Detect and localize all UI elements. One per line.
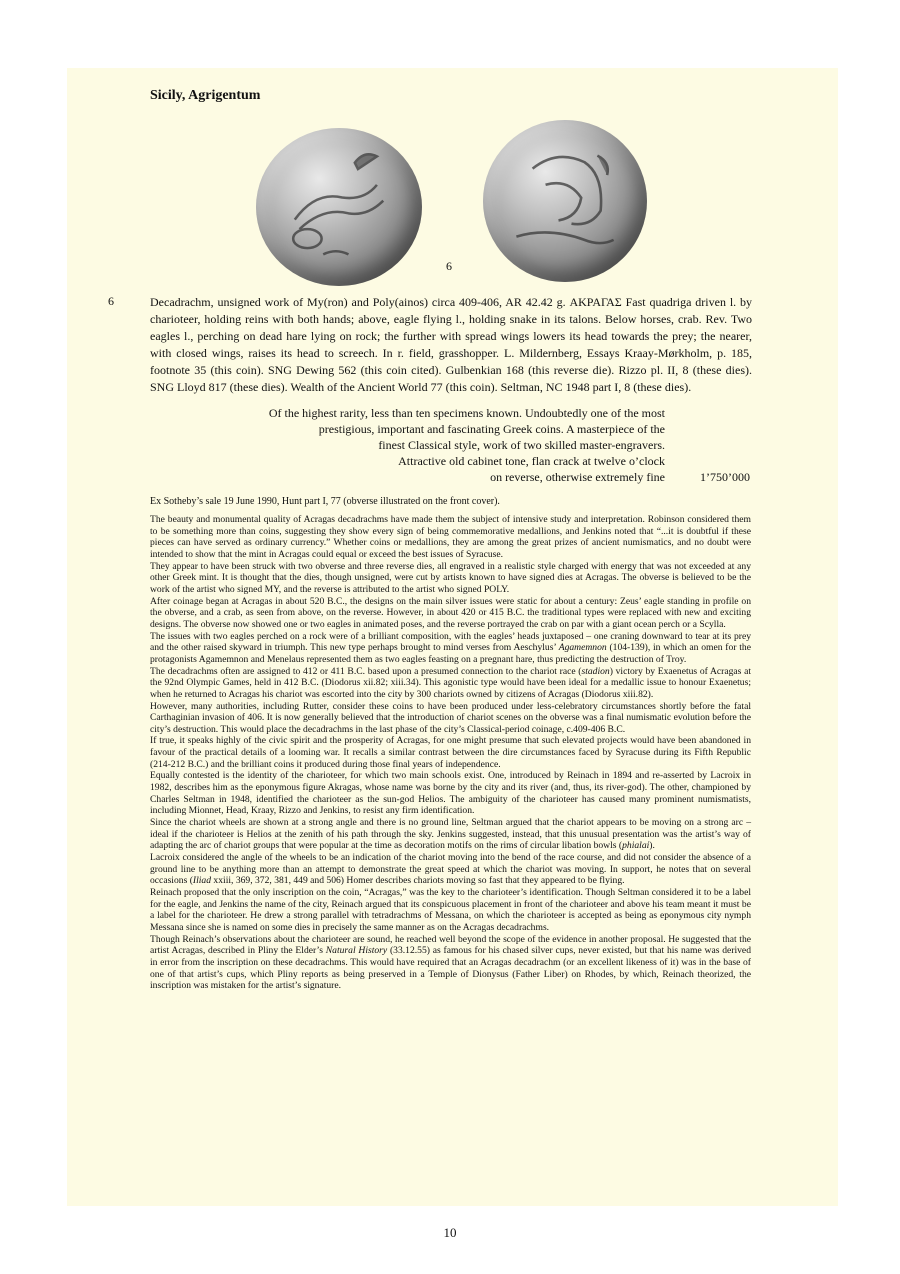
essay-paragraph bbox=[150, 514, 751, 561]
essay-paragraph bbox=[150, 596, 751, 631]
essay-paragraph bbox=[150, 561, 751, 596]
italic-title: Natural History bbox=[325, 945, 388, 957]
essay-run: Lacroix considered the angle of the wheels to be an indication of the chariot moving into the bend of the race course, and did not consider the absence of a ground line to be anything more than an attempt to demonstrate the great speed at which the chariot was moving. In support, he notes that on several occasions ( bbox=[150, 852, 751, 887]
lot-description bbox=[150, 294, 752, 396]
essay-run: After coinage began at Acragas in about 520 B.C., the designs on the main silver issues were static for about a century: Zeus’ eagle standing in profile on the obverse, and a crab, as seen from above, on the reverse. However, in about 420 or 415 B.C. the traditional types were replaced with new and exciting designs. The obverse now showed one or two eagles in animated poses, and the reverse portrayed the crab on par with a giant ocean perch or a Scylla. bbox=[150, 595, 751, 630]
remark-line: finest Classical style, work of two skilled master-engravers. bbox=[378, 438, 665, 452]
italic-title: phialai bbox=[622, 840, 650, 852]
essay-paragraph bbox=[150, 817, 751, 852]
italic-title: Agamemnon bbox=[558, 642, 607, 654]
eagles-icon bbox=[483, 120, 647, 282]
provenance-note: Ex Sotheby’s sale 19 June 1990, Hunt part I, 77 (obverse illustrated on the front cover). bbox=[150, 496, 500, 507]
quadriga-icon bbox=[256, 128, 422, 286]
essay-run: ) victory by Exaenetus of Acragas at the 92nd Olympic Games, held in 412 B.C. (Diodorus xii.82; xiii.34). This agonistic type would have been ideal for a medallic issue to honour Exaenetus; when he returned to Acragas his chariot was escorted into the city by 300 chariots owned by citizens of Acragas (Diodorus xiii.82). bbox=[150, 665, 752, 700]
section-heading: Sicily, Agrigentum bbox=[150, 88, 261, 103]
page-number: 10 bbox=[443, 1225, 457, 1240]
plate-number: 6 bbox=[446, 259, 452, 273]
essay-run: (33.12.55) as famous for his chased silver cups, never existed, but that his name was derived in error from the inscription on these decadrachms. This would have required that an Acragas decadrachm (or an excellent likeness of it) was in the base of one of that artist’s cups, which Pliny reports as being preserved in a Temple of Dionysus (Father Liber) on Rhodes, by which, Reinach theorized, the inscription was mistaken for the artist’s signature. bbox=[150, 945, 751, 992]
essay-run: Equally contested is the identity of the charioteer, for which two main schools exist. One, introduced by Reinach in 1894 and re-asserted by Lacroix in 1982, describes him as the eponymous figure Akragas, whose name was borne by the city and its river (and, thus, its river-god). The other, championed by Charles Seltman in 1948, identified the charioteer as the sun-god Helios. The ambiguity of the charioteer has caused many prominent numismatists, including Mionnet, Head, Kraay, Rizzo and Jenkins, to resist any firm identification. bbox=[150, 770, 751, 817]
essay-paragraph bbox=[150, 666, 751, 701]
essay-paragraph bbox=[150, 887, 751, 934]
essay-paragraph bbox=[150, 934, 751, 992]
lot-number: 6 bbox=[108, 294, 114, 308]
essay-text bbox=[150, 514, 751, 992]
essay-paragraph bbox=[150, 852, 751, 887]
italic-title: Iliad bbox=[192, 875, 212, 887]
essay-run: Though Reinach’s observations about the charioteer are sound, he reached well beyond the scope of the evidence in another proposal. He suggested that the artist Acragas, described in Pliny the Elder’s bbox=[150, 933, 751, 957]
essay-run: xxiii, 369, 372, 381, 449 and 506) Homer describes chariots moving so fast that they appeared to be flying. bbox=[211, 875, 625, 887]
remark-line: Attractive old cabinet tone, flan crack at twelve o’clock bbox=[398, 454, 665, 468]
essay-paragraph bbox=[150, 770, 751, 817]
essay-run: However, many authorities, including Rutter, consider these coins to have been produced under less-celebratory circumstances shortly before the fatal Carthaginian invasion of 406. It is now generally believed that the introduction of chariot scenes on the obverse was a final numismatic evolution before the city’s destruction. This would place the decadrachms in the last phase of the city’s Classical-period coinage, c.409-406 B.C. bbox=[150, 700, 751, 735]
essay-run: Reinach proposed that the only inscription on the coin, “Acragas,” was the key to the charioteer’s identification. Though Seltman considered it to be a label for the eagle, and Jenkins the name of the city, Reinach argued that its conspicuous placement in front of the charioteer and above his team meant it must be a label for the charioteer. He drew a strong parallel with tetradrachms of Messana, on which the charioteer is accepted as being as eponymous city nymph Messana since she is named on some dies in precisely the same manner as on the Acragas decadrachms. bbox=[150, 887, 751, 933]
essay-paragraph bbox=[150, 735, 751, 770]
essay-run: Since the chariot wheels are shown at a strong angle and there is no ground line, Seltman argued that the chariot appears to be moving on a strong arc – ideal if the charioteer is Helios at the zenith of his path through the sky. Jenkins suggested, instead, that this unusual presentation was the artist’s way of adapting the arc of chariot groups that were popular at the time as decoration motifs on the rims of circular libation bowls ( bbox=[150, 817, 751, 852]
essay-paragraph bbox=[150, 701, 751, 736]
essay-run: The issues with two eagles perched on a rock were of a brilliant composition, with the eagles’ heads juxtaposed – one craning downward to tear at its prey and the other raised skyward in triumph. This new type perhaps brought to mind verses from Aeschylus’ bbox=[150, 630, 751, 654]
essay-run: ). bbox=[649, 840, 655, 852]
remark-line: on reverse, otherwise extremely fine bbox=[490, 470, 665, 484]
essay-run: They appear to have been struck with two obverse and three reverse dies, all engraved in a realistic style charged with energy that was not exceeded at any other Greek mint. It is thought that the dies, though unsigned, were cut by artists known to have signed dies at Acragas. The obverse is believed to be the work of the artist who signed MY, and the reverse is attributed to the artist who signed POLY. bbox=[150, 560, 751, 595]
remark-line: Of the highest rarity, less than ten specimens known. Undoubtedly one of the most bbox=[268, 406, 665, 420]
essay-paragraph bbox=[150, 631, 751, 666]
essay-run: The beauty and monumental quality of Acragas decadrachms have made them the subject of intensive study and interpretation. Robinson considered them to be something more than coins, suggesting they show every sign of being commemorative medallions, and Jenkins noted that “...it is doubtful if these pieces can have served as ordinary currency.” Whether coins or medallions, they are among the great prizes of ancient numismatics, and no doubt were intended to show that the mint in Acragas could equal or exceed the best issues of Syracuse. bbox=[150, 514, 751, 560]
description-text: Decadrachm, unsigned work of My(ron) and Poly(ainos) circa 409-406, AR 42.42 g. ΑΚΡΑΓΑΣ Fast quadriga driven l. by charioteer, holding reins with both hands; above, eagle flying l., holding snake in its talons. Below horses, crab. Rev. Two eagles l., perching on dead hare lying on rock; the further with spread wings lowers its head towards the prey; the nearer, with closed wings, raises its head to screech. In r. field, grasshopper. L. Mildernberg, Essays Kraay-Mørkholm, p. 185, footnote 35 (this coin). SNG Dewing 562 (this coin cited). Gulbenkian 168 (this reverse die). Rizzo pl. II, 8 (these dies). SNG Lloyd 817 (these dies). Wealth of the Ancient World 77 (this coin). Seltman, NC 1948 part I, 8 (these dies). bbox=[150, 295, 752, 394]
remark-line: prestigious, important and fascinating Greek coins. A masterpiece of the bbox=[318, 422, 665, 436]
essay-run: (104-139), in which an omen for the protagonists Agamemnon and Menelaus represented them as two eagles feasting on a pregnant hare, thus predicting the destruction of Troy. bbox=[150, 642, 751, 665]
essay-run: The decadrachms often are assigned to 412 or 411 B.C. based upon a presumed connection to the chariot race ( bbox=[150, 665, 582, 677]
italic-title: stadion bbox=[581, 665, 610, 677]
estimate-price: 1’750’000 bbox=[700, 470, 750, 484]
essay-run: If true, it speaks highly of the civic spirit and the prosperity of Acragas, for one might presume that such elevated projects would have been abandoned in favour of the practical details of a looming war. It recalls a similar contrast between the dire circumstances faced by Syracuse during its Fifth Republic (214-212 B.C.) and the brilliant coins it produced during those final years of independence. bbox=[150, 735, 751, 770]
coin-reverse-image bbox=[483, 120, 647, 282]
coin-obverse-image bbox=[256, 128, 422, 286]
